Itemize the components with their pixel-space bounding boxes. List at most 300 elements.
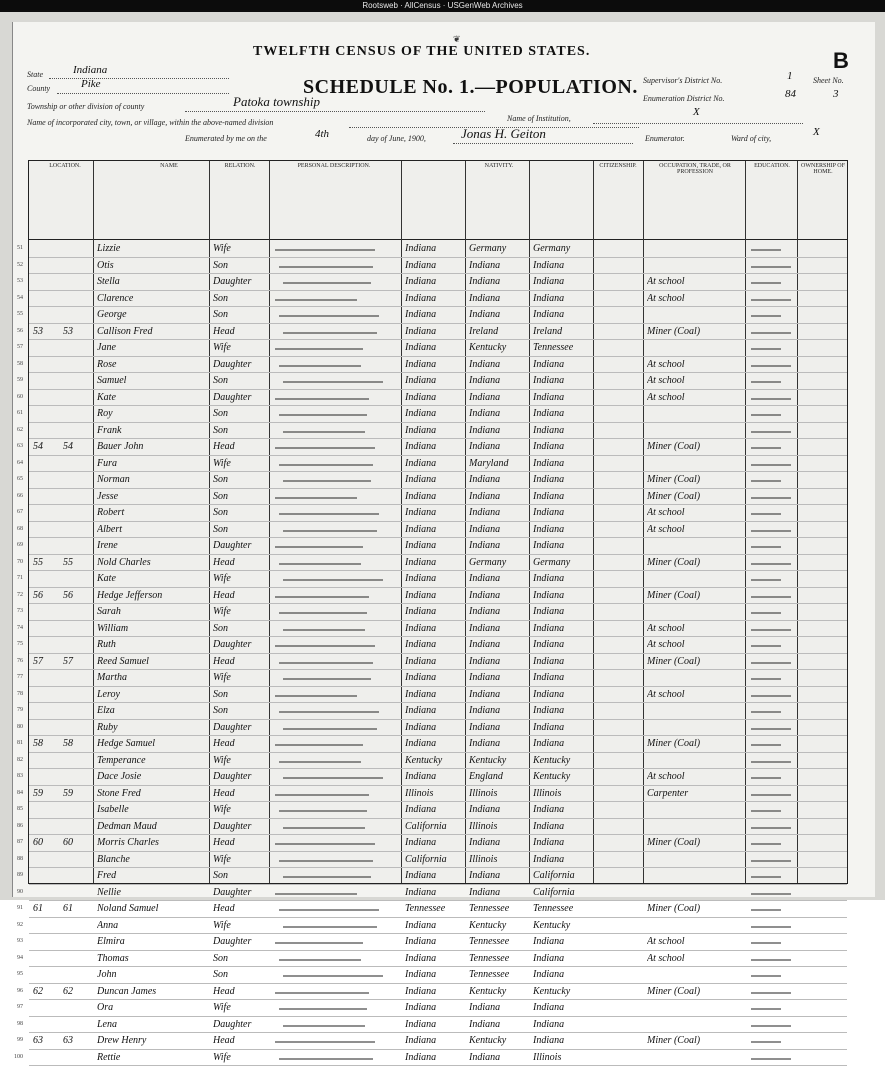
relation-value: Head [213,835,269,850]
father-birthplace: Indiana [469,736,529,751]
person-name: William [97,621,207,636]
relation-value: Wife [213,753,269,768]
dwelling-number [33,1000,59,1015]
birthplace-value: Indiana [405,555,465,570]
handwritten-education-marks [751,695,791,697]
handwritten-personal-description [283,876,371,878]
handwritten-personal-description [275,596,369,598]
line-number: 74 [9,621,23,636]
father-birthplace: Kentucky [469,984,529,999]
dwelling-number: 63 [33,1033,59,1048]
handwritten-personal-description [279,761,361,763]
table-row [29,1050,847,1066]
line-number: 90 [9,885,23,900]
birthplace-value: Indiana [405,390,465,405]
handwritten-education-marks [751,414,781,416]
handwritten-education-marks [751,1058,791,1060]
line-number: 86 [9,819,23,834]
table-row [29,390,847,407]
line-number: 81 [9,736,23,751]
table-row [29,456,847,473]
handwritten-personal-description [275,497,357,499]
family-number [63,373,89,388]
relation-value: Head [213,555,269,570]
birthplace-value: California [405,852,465,867]
occupation-value [647,1017,743,1032]
person-name: Noland Samuel [97,901,207,916]
line-number: 65 [9,472,23,487]
handwritten-education-marks [751,249,781,251]
person-name: Rettie [97,1050,207,1065]
table-row [29,621,847,638]
birthplace-value: Indiana [405,588,465,603]
occupation-value [647,1000,743,1015]
family-number [63,258,89,273]
birthplace-value: Indiana [405,291,465,306]
family-number [63,604,89,619]
sheet-no-label: Sheet No. [813,76,844,85]
family-number [63,291,89,306]
handwritten-education-marks [751,843,781,845]
father-birthplace: Kentucky [469,340,529,355]
father-birthplace: Maryland [469,456,529,471]
table-row [29,538,847,555]
relation-value: Wife [213,1050,269,1065]
dwelling-number [33,868,59,883]
person-name: Elmira [97,934,207,949]
dwelling-number [33,538,59,553]
relation-value: Daughter [213,1017,269,1032]
occupation-value: At school [647,357,743,372]
mother-birthplace: Indiana [533,406,593,421]
line-number: 82 [9,753,23,768]
family-number [63,571,89,586]
relation-value: Wife [213,241,269,256]
township-value: Patoka township [233,94,320,110]
father-birthplace: Indiana [469,621,529,636]
handwritten-personal-description [275,546,363,548]
birthplace-value: Kentucky [405,753,465,768]
col-relation: RELATION. [213,163,267,169]
line-number: 91 [9,901,23,916]
father-birthplace: Indiana [469,439,529,454]
occupation-value: Miner (Coal) [647,588,743,603]
dwelling-number [33,489,59,504]
ward-value: X [813,126,820,138]
table-row [29,819,847,836]
occupation-value: At school [647,373,743,388]
family-number [63,868,89,883]
handwritten-personal-description [275,695,357,697]
mother-birthplace: Indiana [533,703,593,718]
father-birthplace: Indiana [469,1000,529,1015]
table-row [29,307,847,324]
line-number: 85 [9,802,23,817]
occupation-value: Miner (Coal) [647,901,743,916]
dwelling-number [33,291,59,306]
county-value: Pike [81,78,101,90]
person-name: Kate [97,390,207,405]
handwritten-personal-description [275,348,363,350]
handwritten-personal-description [279,662,373,664]
occupation-value: Miner (Coal) [647,736,743,751]
col-personal: PERSONAL DESCRIPTION. [279,163,389,169]
birthplace-value: Indiana [405,918,465,933]
mother-birthplace: Tennessee [533,340,593,355]
family-number [63,390,89,405]
dwelling-number [33,918,59,933]
table-row [29,489,847,506]
handwritten-personal-description [275,1041,375,1043]
col-citizenship: CITIZENSHIP. [595,163,641,169]
mother-birthplace: Ireland [533,324,593,339]
father-birthplace: Indiana [469,538,529,553]
dwelling-number [33,769,59,784]
dwelling-number [33,390,59,405]
occupation-value [647,868,743,883]
handwritten-personal-description [275,992,369,994]
person-name: Thomas [97,951,207,966]
mother-birthplace: Indiana [533,670,593,685]
dwelling-number [33,307,59,322]
person-name: Robert [97,505,207,520]
line-number: 73 [9,604,23,619]
line-number: 55 [9,307,23,322]
table-row [29,406,847,423]
relation-value: Son [213,868,269,883]
person-name: Hedge Jefferson [97,588,207,603]
family-number [63,1000,89,1015]
father-birthplace: Indiana [469,654,529,669]
person-name: Sarah [97,604,207,619]
handwritten-education-marks [751,629,791,631]
table-row [29,835,847,852]
birthplace-value: Indiana [405,340,465,355]
birthplace-value: Indiana [405,258,465,273]
person-name: Otis [97,258,207,273]
dwelling-number: 57 [33,654,59,669]
birthplace-value: Indiana [405,835,465,850]
handwritten-education-marks [751,381,781,383]
table-row [29,736,847,753]
dwelling-number [33,802,59,817]
handwritten-education-marks [751,711,781,713]
mother-birthplace: Indiana [533,1017,593,1032]
line-number: 53 [9,274,23,289]
handwritten-education-marks [751,332,791,334]
table-row [29,324,847,341]
state-label: State [27,70,43,79]
handwritten-personal-description [275,744,363,746]
person-name: Albert [97,522,207,537]
father-birthplace: Indiana [469,505,529,520]
occupation-value: At school [647,274,743,289]
mother-birthplace: Indiana [533,967,593,982]
line-number: 84 [9,786,23,801]
person-name: Nold Charles [97,555,207,570]
relation-value: Head [213,324,269,339]
handwritten-personal-description [283,282,371,284]
person-name: Stella [97,274,207,289]
person-name: Jesse [97,489,207,504]
dwelling-number [33,340,59,355]
person-name: Bauer John [97,439,207,454]
occupation-value: Miner (Coal) [647,1033,743,1048]
family-number [63,753,89,768]
person-name: Fura [97,456,207,471]
occupation-value [647,423,743,438]
institution-label: Name of Institution, [507,114,571,123]
mother-birthplace: Indiana [533,373,593,388]
mother-birthplace: Germany [533,241,593,256]
table-row [29,522,847,539]
handwritten-personal-description [279,365,361,367]
mother-birthplace: Kentucky [533,769,593,784]
father-birthplace: Illinois [469,819,529,834]
line-number: 96 [9,984,23,999]
person-name: Samuel [97,373,207,388]
table-row [29,654,847,671]
township-label: Township or other division of county [27,102,144,111]
father-birthplace: Germany [469,241,529,256]
person-name: Drew Henry [97,1033,207,1048]
relation-value: Son [213,703,269,718]
birthplace-value: Indiana [405,571,465,586]
ward-label: Ward of city, [731,134,771,143]
col-occupation: OCCUPATION, TRADE, OR PROFESSION [645,163,745,175]
supervisor-label: Supervisor's District No. [643,76,722,85]
handwritten-personal-description [283,332,377,334]
dwelling-number [33,934,59,949]
handwritten-personal-description [283,431,365,433]
occupation-value [647,802,743,817]
mother-birthplace: Indiana [533,390,593,405]
relation-value: Daughter [213,637,269,652]
handwritten-personal-description [283,381,383,383]
handwritten-personal-description [283,1025,365,1027]
line-number: 72 [9,588,23,603]
line-number: 58 [9,357,23,372]
table-row [29,901,847,918]
father-birthplace: Indiana [469,472,529,487]
mother-birthplace: Indiana [533,604,593,619]
father-birthplace: Indiana [469,571,529,586]
col-ownership: OWNERSHIP OF HOME. [799,163,847,175]
line-number: 64 [9,456,23,471]
mother-birthplace: Kentucky [533,918,593,933]
father-birthplace: Indiana [469,373,529,388]
family-number: 63 [63,1033,89,1048]
handwritten-education-marks [751,1008,781,1010]
father-birthplace: Indiana [469,835,529,850]
mother-birthplace: Illinois [533,1050,593,1065]
handwritten-education-marks [751,876,781,878]
father-birthplace: Illinois [469,786,529,801]
birthplace-value: Indiana [405,274,465,289]
occupation-value: At school [647,687,743,702]
family-number [63,885,89,900]
col-location: LOCATION. [35,163,95,169]
dwelling-number [33,621,59,636]
relation-value: Wife [213,604,269,619]
birthplace-value: Indiana [405,522,465,537]
dwelling-number [33,1050,59,1065]
handwritten-personal-description [283,629,365,631]
family-number: 62 [63,984,89,999]
handwritten-personal-description [275,299,357,301]
handwritten-education-marks [751,464,791,466]
relation-value: Wife [213,852,269,867]
handwritten-personal-description [279,860,373,862]
dwelling-number [33,423,59,438]
enum-district-value: 84 [785,88,796,100]
handwritten-education-marks [751,596,791,598]
birthplace-value: Indiana [405,720,465,735]
family-number: 55 [63,555,89,570]
handwritten-personal-description [279,414,367,416]
handwritten-personal-description [279,513,379,515]
mother-birthplace: Indiana [533,472,593,487]
relation-value: Daughter [213,274,269,289]
dwelling-number [33,687,59,702]
table-row [29,934,847,951]
birthplace-value: Indiana [405,984,465,999]
relation-value: Son [213,258,269,273]
handwritten-education-marks [751,513,781,515]
family-number [63,241,89,256]
dwelling-number [33,472,59,487]
line-number: 60 [9,390,23,405]
handwritten-personal-description [279,315,379,317]
relation-value: Wife [213,802,269,817]
county-underline [57,93,229,94]
dwelling-number [33,406,59,421]
enumerated-label: Enumerated by me on the [185,134,267,143]
occupation-value [647,703,743,718]
dwelling-number: 60 [33,835,59,850]
line-number: 63 [9,439,23,454]
birthplace-value: Indiana [405,604,465,619]
father-birthplace: Tennessee [469,934,529,949]
occupation-value [647,852,743,867]
dwelling-number [33,456,59,471]
birthplace-value: Indiana [405,687,465,702]
occupation-value: At school [647,951,743,966]
occupation-value: Miner (Coal) [647,324,743,339]
mother-birthplace: Kentucky [533,753,593,768]
institution-value: X [693,106,700,118]
handwritten-education-marks [751,860,791,862]
table-row [29,670,847,687]
handwritten-education-marks [751,563,791,565]
father-birthplace: Indiana [469,357,529,372]
person-name: Kate [97,571,207,586]
father-birthplace: Tennessee [469,901,529,916]
handwritten-personal-description [275,249,375,251]
occupation-value: At school [647,291,743,306]
family-number: 58 [63,736,89,751]
handwritten-personal-description [283,975,383,977]
schedule-title: SCHEDULE No. 1.—POPULATION. [303,76,638,99]
table-row [29,357,847,374]
person-name: Callison Fred [97,324,207,339]
line-number: 51 [9,241,23,256]
relation-value: Daughter [213,885,269,900]
mother-birthplace: Indiana [533,835,593,850]
handwritten-education-marks [751,810,781,812]
person-name: Anna [97,918,207,933]
handwritten-education-marks [751,678,781,680]
person-name: Lizzie [97,241,207,256]
line-number: 76 [9,654,23,669]
birthplace-value: California [405,819,465,834]
line-number: 56 [9,324,23,339]
occupation-value: At school [647,505,743,520]
relation-value: Wife [213,918,269,933]
mother-birthplace: Illinois [533,786,593,801]
handwritten-education-marks [751,645,781,647]
handwritten-education-marks [751,398,791,400]
relation-value: Head [213,1033,269,1048]
person-name: Dace Josie [97,769,207,784]
line-number: 77 [9,670,23,685]
table-body [29,241,847,1066]
relation-value: Daughter [213,769,269,784]
mother-birthplace: Kentucky [533,984,593,999]
person-name: Clarence [97,291,207,306]
line-number: 61 [9,406,23,421]
person-name: Norman [97,472,207,487]
handwritten-education-marks [751,662,791,664]
relation-value: Head [213,588,269,603]
father-birthplace: Indiana [469,885,529,900]
dwelling-number: 53 [33,324,59,339]
birthplace-value: Indiana [405,505,465,520]
person-name: Ruby [97,720,207,735]
line-number: 78 [9,687,23,702]
handwritten-education-marks [751,728,791,730]
relation-value: Son [213,951,269,966]
family-number [63,505,89,520]
sheet-letter: B [833,48,849,74]
mother-birthplace: Indiana [533,588,593,603]
handwritten-education-marks [751,942,781,944]
mother-birthplace: Indiana [533,258,593,273]
father-birthplace: Indiana [469,522,529,537]
birthplace-value: Indiana [405,1017,465,1032]
handwritten-education-marks [751,794,791,796]
mother-birthplace: Indiana [533,736,593,751]
handwritten-education-marks [751,909,781,911]
table-row [29,571,847,588]
line-number: 94 [9,951,23,966]
birthplace-value: Indiana [405,967,465,982]
person-name: Dedman Maud [97,819,207,834]
relation-value: Daughter [213,357,269,372]
occupation-value [647,456,743,471]
relation-value: Head [213,654,269,669]
mother-birthplace: Indiana [533,456,593,471]
dwelling-number [33,1017,59,1032]
handwritten-education-marks [751,761,791,763]
dwelling-number [33,703,59,718]
line-number: 97 [9,1000,23,1015]
person-name: Hedge Samuel [97,736,207,751]
occupation-value [647,406,743,421]
dwelling-number [33,604,59,619]
occupation-value [647,819,743,834]
father-birthplace: Kentucky [469,753,529,768]
